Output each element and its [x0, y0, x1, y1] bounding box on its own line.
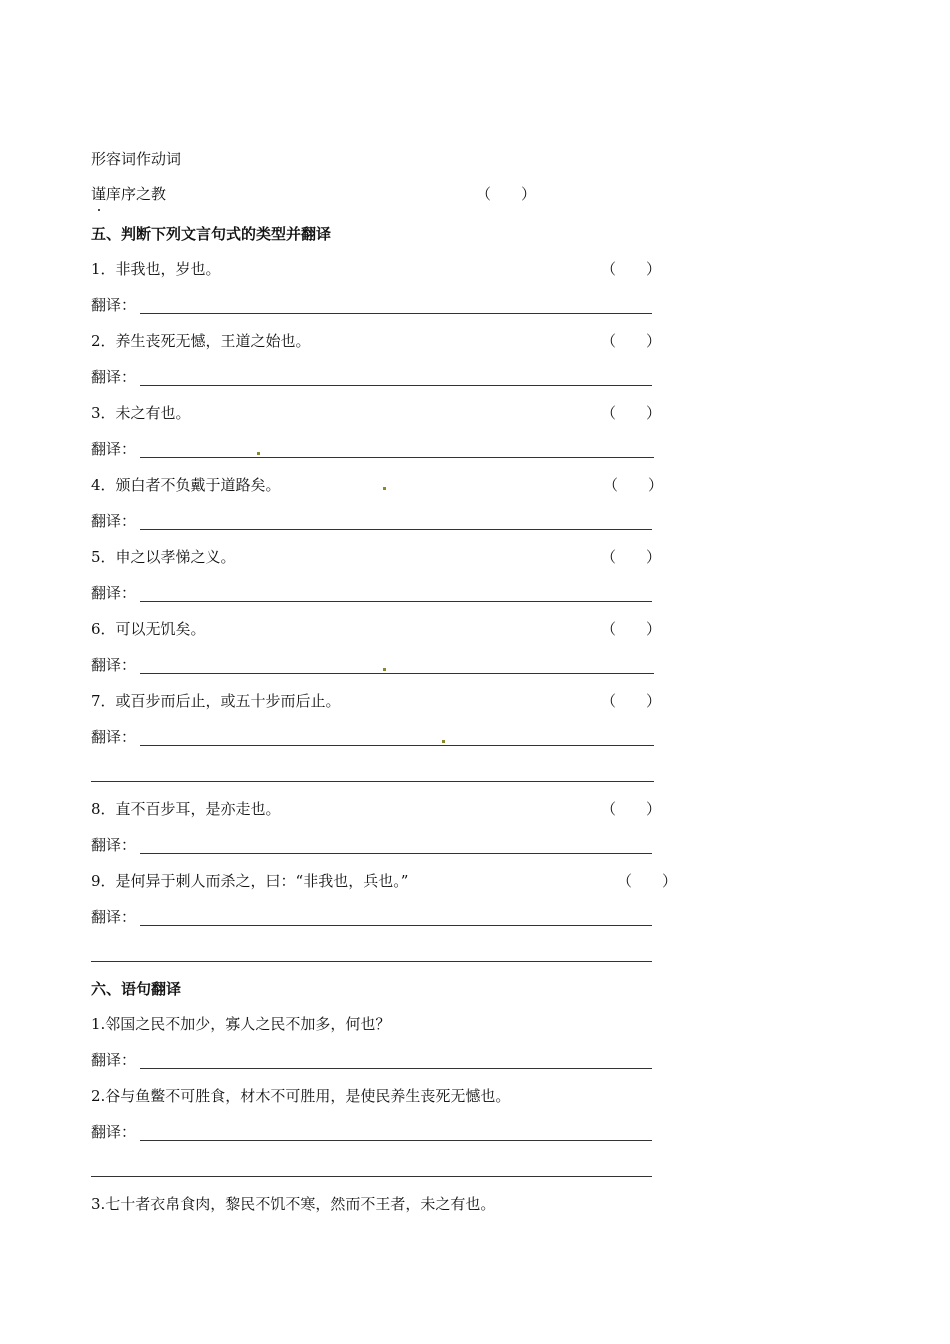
- answer-line[interactable]: [140, 601, 652, 602]
- translate-label: 翻译：: [91, 440, 137, 458]
- answer-line[interactable]: [140, 673, 654, 674]
- answer-paren: （ ）: [601, 548, 662, 566]
- question-7: 7．或百步而后止，或五十步而后止。: [91, 692, 341, 710]
- answer-line[interactable]: [140, 853, 652, 854]
- section5-heading: 五、判断下列文言句式的类型并翻译: [91, 225, 332, 243]
- answer-line-continued[interactable]: [91, 961, 652, 962]
- translate-label: 翻译：: [91, 656, 137, 674]
- answer-line[interactable]: [140, 313, 652, 314]
- translate-label: 翻译：: [91, 1051, 137, 1069]
- sentence-1: 1.邻国之民不加少，寡人之民不加多，何也？: [91, 1015, 391, 1033]
- answer-line-continued[interactable]: [91, 781, 654, 782]
- translate-label: 翻译：: [91, 512, 137, 530]
- speck: [442, 740, 445, 743]
- sentence-3: 3.七十者衣帛食肉，黎民不饥不寒，然而不王者，未之有也。: [91, 1195, 496, 1213]
- emphasis-char: 谨: [91, 185, 107, 203]
- translate-label: 翻译：: [91, 836, 137, 854]
- question-8: 8．直不百步耳，是亦走也。: [91, 800, 281, 818]
- answer-line-continued[interactable]: [91, 1176, 652, 1177]
- answer-paren: （ ）: [617, 872, 678, 890]
- section4-label: 形容词作动词: [91, 150, 182, 168]
- question-2: 2．养生丧死无憾，王道之始也。: [91, 332, 311, 350]
- question-6: 6．可以无饥矣。: [91, 620, 206, 638]
- answer-line[interactable]: [140, 529, 652, 530]
- answer-line[interactable]: [140, 385, 652, 386]
- answer-paren: （ ）: [601, 260, 662, 278]
- translate-label: 翻译：: [91, 584, 137, 602]
- translate-label: 翻译：: [91, 1123, 137, 1141]
- answer-paren: （ ）: [476, 185, 537, 203]
- translate-label: 翻译：: [91, 296, 137, 314]
- question-4: 4．颁白者不负戴于道路矣。: [91, 476, 281, 494]
- sentence-2: 2.谷与鱼鳖不可胜食，材木不可胜用，是使民养生丧死无憾也。: [91, 1087, 511, 1105]
- question-1: 1．非我也，岁也。: [91, 260, 221, 278]
- question-9: 9．是何异于刺人而杀之，曰：“非我也，兵也。”: [91, 872, 409, 890]
- answer-paren: （ ）: [601, 800, 662, 818]
- section4-item-text: 庠序之教: [106, 185, 167, 203]
- answer-paren: （ ）: [601, 404, 662, 422]
- translate-label: 翻译：: [91, 728, 137, 746]
- question-5: 5．申之以孝悌之义。: [91, 548, 236, 566]
- answer-line[interactable]: [140, 1140, 652, 1141]
- speck: [383, 668, 386, 671]
- section4-item: [91, 184, 166, 204]
- answer-line[interactable]: [140, 745, 654, 746]
- speck: [257, 452, 260, 455]
- translate-label: 翻译：: [91, 908, 137, 926]
- answer-paren: （ ）: [603, 476, 664, 494]
- section6-heading: 六、语句翻译: [91, 980, 182, 998]
- answer-line[interactable]: [140, 925, 652, 926]
- translate-label: 翻译：: [91, 368, 137, 386]
- answer-paren: （ ）: [601, 620, 662, 638]
- question-3: 3．未之有也。: [91, 404, 191, 422]
- answer-line[interactable]: [140, 457, 654, 458]
- answer-paren: （ ）: [601, 692, 662, 710]
- speck: [383, 487, 386, 490]
- answer-paren: （ ）: [601, 332, 662, 350]
- answer-line[interactable]: [140, 1068, 652, 1069]
